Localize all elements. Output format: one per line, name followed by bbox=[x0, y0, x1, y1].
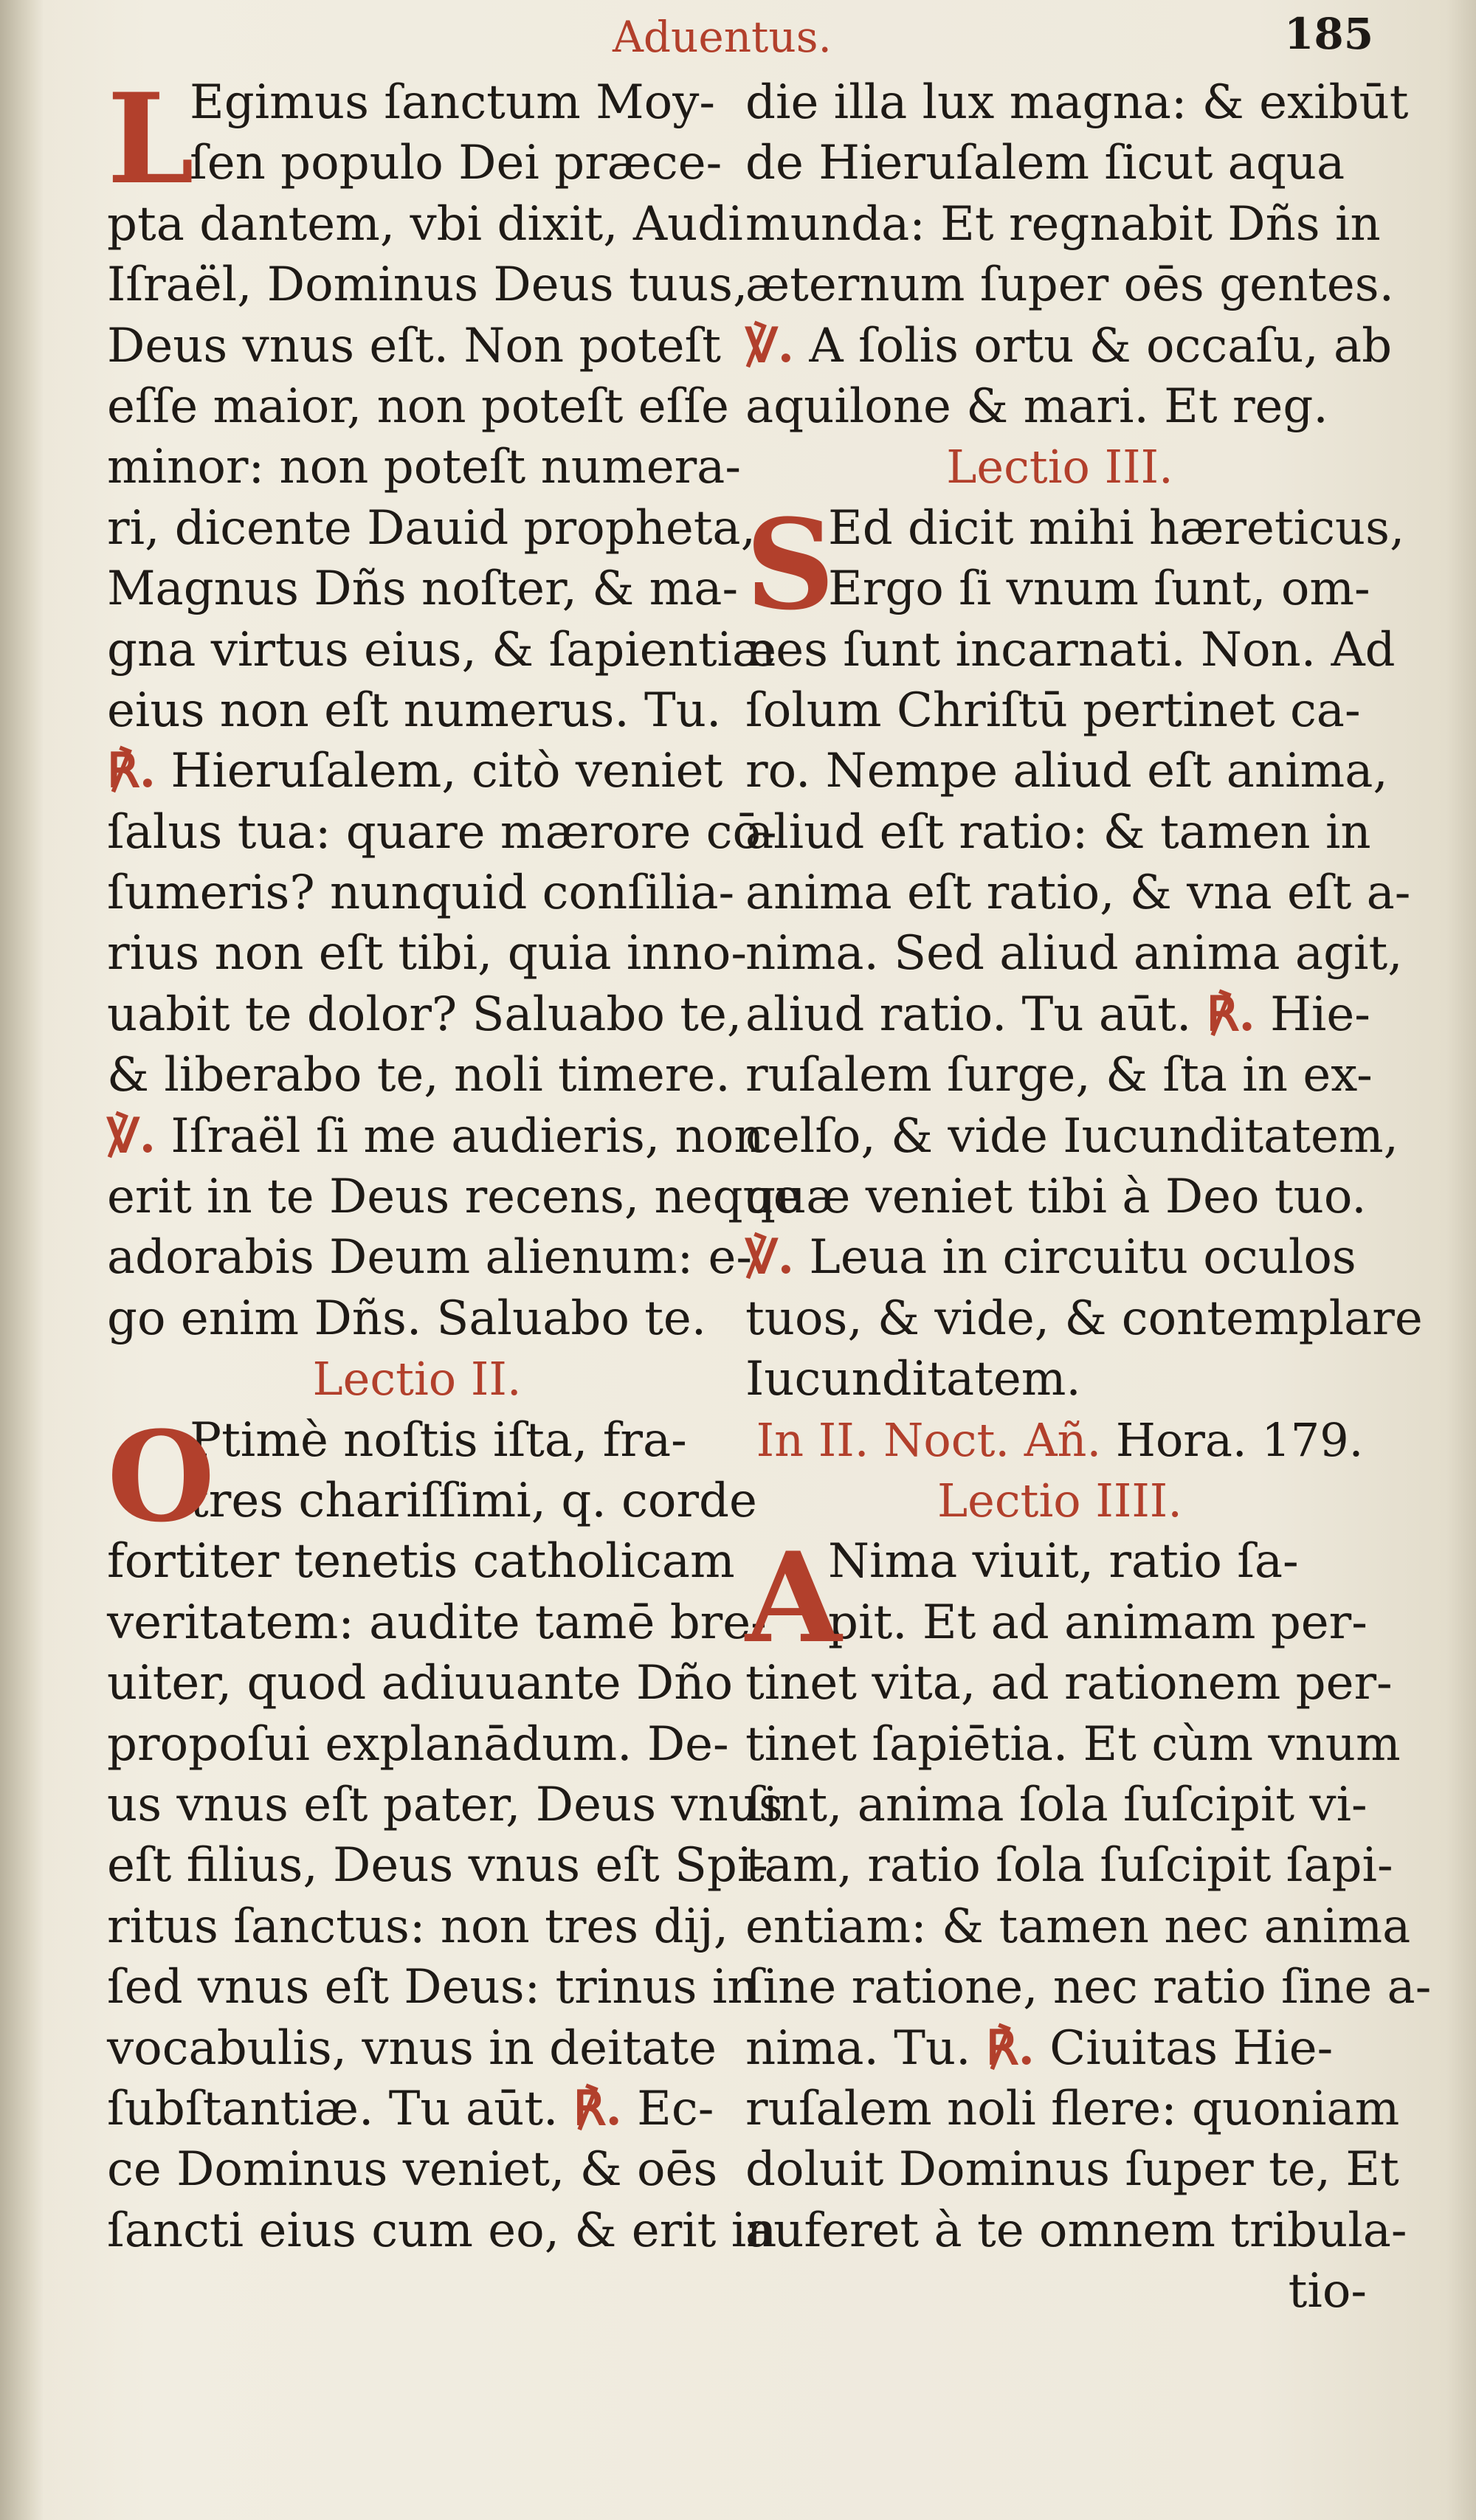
text-line: nes ſunt incarnati. Non. Ad bbox=[745, 622, 1396, 677]
line-text: ruſalem noli flere: quoniam bbox=[745, 2081, 1400, 2136]
lesson-1 bbox=[107, 66, 801, 1349]
text-line: eſt filius, Deus vnus eſt Spi- bbox=[107, 1838, 768, 1894]
nocturn-reference: Hora. 179. bbox=[1101, 1412, 1364, 1467]
text-line: eſſe maior, non poteſt eſſe bbox=[107, 379, 729, 434]
nocturn-heading bbox=[745, 1410, 1374, 1471]
text-line bbox=[745, 255, 1394, 315]
text-line: tinet vita, ad rationem per- bbox=[745, 1656, 1393, 1711]
line-text: erit in te Deus recens, neque bbox=[107, 1170, 801, 1225]
lesson-1-text bbox=[107, 66, 777, 741]
drop-cap-s: S bbox=[745, 491, 835, 638]
line-text: Iſraël ſi me audieris, non bbox=[156, 1108, 765, 1164]
rubric-mark: ℟. bbox=[573, 2080, 622, 2136]
line-text: ce Dominus veniet, & oēs bbox=[107, 2142, 718, 2198]
line-text: rius non eſt tibi, quia inno- bbox=[107, 926, 747, 981]
rubric-mark: ℣. bbox=[107, 1108, 156, 1164]
text-line bbox=[745, 316, 1393, 376]
lesson-4 bbox=[745, 1525, 1432, 2261]
drop-cap-o: O bbox=[107, 1403, 215, 1550]
text-line: pta dantem, vbi dixit, Audi bbox=[107, 196, 743, 252]
nocturn-label: In II. Noct. Añ. bbox=[756, 1412, 1102, 1467]
lesson-3-responsory bbox=[745, 984, 1423, 1410]
text-line bbox=[107, 2200, 777, 2261]
left-column bbox=[107, 66, 801, 2261]
text-line: Ergo ſi vnum ſunt, om- bbox=[828, 562, 1370, 617]
text-line: ritus ſanctus: non tres dij, bbox=[107, 1899, 729, 1954]
text-line: us vnus eſt pater, Deus vnus bbox=[107, 1777, 783, 1832]
line-text: tuos, & vide, & contemplare bbox=[745, 1291, 1423, 1346]
text-line bbox=[107, 1227, 752, 1288]
running-head bbox=[0, 4, 1476, 66]
responsory-continuation bbox=[745, 72, 1409, 437]
text-line bbox=[745, 2139, 1399, 2200]
lesson-3-heading: Lectio III. bbox=[946, 440, 1173, 494]
text-line: tam, ratio ſola ſuſcipit ſapi- bbox=[745, 1838, 1393, 1894]
line-text: Ciuitas Hie- bbox=[1034, 2020, 1334, 2076]
line-text: celſo, & vide Iucunditatem, bbox=[745, 1108, 1399, 1164]
text-line: tres chariſſimi, q. corde bbox=[190, 1473, 757, 1528]
page-binding-edge bbox=[0, 0, 43, 2520]
text-line bbox=[745, 376, 1374, 437]
lesson-1-responsory bbox=[107, 741, 801, 1349]
text-line bbox=[745, 133, 1374, 193]
line-text: Iucunditatem. bbox=[745, 1352, 1081, 1407]
text-line bbox=[745, 2018, 1374, 2079]
text-line bbox=[745, 1167, 1374, 1227]
text-line: ro. Nempe aliud eſt anima, bbox=[745, 744, 1388, 799]
lesson-3 bbox=[745, 491, 1423, 1410]
line-text: munda: Et regnabit Dñs in bbox=[745, 196, 1381, 252]
text-line bbox=[745, 72, 1409, 133]
text-line bbox=[745, 2200, 1407, 2261]
text-line: eius non eſt numerus. Tu. bbox=[107, 683, 722, 738]
text-line: anima eſt ratio, & vna eſt a- bbox=[745, 866, 1411, 921]
line-text: nima. Tu. bbox=[745, 2020, 986, 2076]
text-line: Egimus ſanctum Moy- bbox=[190, 75, 715, 130]
line-text: Hieruſalem, citò veniet bbox=[156, 744, 723, 799]
line-text: ſubſtantiæ. Tu aūt. bbox=[107, 2081, 573, 2136]
right-column bbox=[745, 72, 1432, 2321]
rubric-mark: ℣. bbox=[745, 1229, 795, 1285]
line-text: aquilone & mari. Et reg. bbox=[745, 379, 1328, 434]
text-line: aliud eſt ratio: & tamen in bbox=[745, 804, 1371, 860]
text-line: ri, dicente Dauid propheta, bbox=[107, 500, 756, 556]
text-line: fortiter tenetis catholicam bbox=[107, 1534, 735, 1589]
text-line bbox=[745, 1045, 1374, 1105]
rubric-mark: ℟. bbox=[985, 2020, 1035, 2076]
running-head-title: Aduentus. bbox=[613, 12, 832, 62]
drop-cap-l: L bbox=[107, 66, 195, 212]
line-text: go enim Dñs. Saluabo te. bbox=[107, 1291, 707, 1346]
line-text: die illa lux magna: & exibūt bbox=[745, 75, 1409, 130]
line-text: de Hieruſalem ſicut aqua bbox=[745, 136, 1345, 191]
line-text: ſalus tua: quare mærore cō- bbox=[107, 804, 777, 860]
text-line: veritatem: audite tamē bre- bbox=[107, 1595, 767, 1650]
text-line bbox=[745, 1106, 1399, 1167]
text-line: ſed vnus eſt Deus: trinus in bbox=[107, 1960, 758, 2015]
lesson-3-text bbox=[745, 491, 1411, 984]
line-text: & liberabo te, noli timere. bbox=[107, 1048, 731, 1103]
line-text: Hie- bbox=[1255, 987, 1370, 1042]
line-text: Ec- bbox=[621, 2081, 714, 2136]
text-line bbox=[107, 741, 727, 801]
text-line: gna virtus eius, & ſapientiæ bbox=[107, 622, 777, 677]
line-text: A ſolis ortu & occaſu, ab bbox=[794, 318, 1393, 373]
text-line: vocabulis, vnus in deitate bbox=[107, 2020, 717, 2076]
line-text: ſumeris? nunquid conſilia- bbox=[107, 866, 735, 921]
text-line bbox=[107, 863, 735, 923]
rubric-mark: ℟. bbox=[1206, 986, 1255, 1042]
text-line: nima. Sed aliud anima agit, bbox=[745, 926, 1403, 981]
text-line bbox=[107, 2079, 727, 2139]
line-text: aliud ratio. Tu aūt. bbox=[745, 987, 1207, 1042]
lesson-2 bbox=[107, 1403, 783, 2261]
line-text: ſancti eius cum eo, & erit in bbox=[107, 2203, 777, 2258]
catchword: tio- bbox=[1288, 2264, 1367, 2319]
text-line: Ptimè noſtis iſta, fra- bbox=[190, 1412, 687, 1468]
lesson-2-responsory bbox=[107, 2079, 777, 2261]
line-text: ruſalem ſurge, & ſta in ex- bbox=[745, 1048, 1373, 1103]
text-line: minor: non poteſt numera- bbox=[107, 440, 741, 495]
text-line bbox=[107, 1106, 765, 1167]
text-line: ſine ratione, nec ratio ſine a- bbox=[745, 1960, 1432, 2015]
text-line: Iſraël, Dominus Deus tuus, bbox=[107, 258, 748, 313]
line-text: æternum ſuper oēs gentes. bbox=[745, 258, 1394, 313]
page-number: 185 bbox=[1284, 9, 1374, 59]
line-text: quæ veniet tibi à Deo tuo. bbox=[745, 1170, 1367, 1225]
text-line bbox=[745, 2079, 1400, 2139]
text-line bbox=[107, 984, 742, 1045]
text-line bbox=[107, 1288, 727, 1349]
drop-cap-a: A bbox=[745, 1525, 842, 1671]
text-line: Ed dicit mihi hæreticus, bbox=[828, 500, 1405, 556]
text-line bbox=[107, 923, 747, 984]
text-line: entiam: & tamen nec anima bbox=[745, 1899, 1411, 1954]
text-line: Deus vnus eſt. Non poteſt bbox=[107, 318, 721, 373]
text-line bbox=[107, 1167, 801, 1227]
text-line bbox=[745, 1227, 1374, 1288]
line-text: uabit te dolor? Saluabo te, bbox=[107, 987, 742, 1042]
text-line bbox=[745, 1288, 1423, 1349]
line-text: Leua in circuitu oculos bbox=[794, 1230, 1356, 1285]
text-line bbox=[107, 802, 777, 863]
text-line bbox=[107, 1045, 731, 1105]
text-line bbox=[745, 984, 1374, 1045]
text-line: pit. Et ad animam per- bbox=[828, 1595, 1368, 1650]
text-line bbox=[745, 1349, 1374, 1409]
text-line: ſen populo Dei præce- bbox=[190, 136, 723, 191]
text-line: Magnus Dñs noſter, & ma- bbox=[107, 562, 739, 617]
text-line: Nima viuit, ratio ſa- bbox=[828, 1534, 1299, 1589]
rubric-mark: ℣. bbox=[745, 317, 795, 373]
lesson-4-heading: Lectio IIII. bbox=[937, 1473, 1183, 1527]
text-line: uiter, quod adiuuante Dño bbox=[107, 1656, 733, 1711]
text-line: propoſui explanādum. De- bbox=[107, 1716, 729, 1772]
text-line: ſint, anima ſola ſuſcipit vi- bbox=[745, 1777, 1368, 1832]
text-line bbox=[745, 194, 1381, 255]
lesson-2-heading: Lectio II. bbox=[312, 1352, 522, 1406]
line-text: adorabis Deum alienum: e- bbox=[107, 1230, 752, 1285]
text-line: tinet ſapiētia. Et cùm vnum bbox=[745, 1716, 1401, 1772]
text-line: ſolum Chriſtū pertinet ca- bbox=[745, 683, 1361, 738]
line-text: doluit Dominus ſuper te, Et bbox=[745, 2142, 1399, 2198]
line-text: auferet à te omnem tribula- bbox=[745, 2203, 1407, 2258]
text-line bbox=[107, 2139, 727, 2200]
rubric-mark: ℟. bbox=[107, 743, 156, 799]
lesson-4-responsory bbox=[745, 2018, 1407, 2262]
